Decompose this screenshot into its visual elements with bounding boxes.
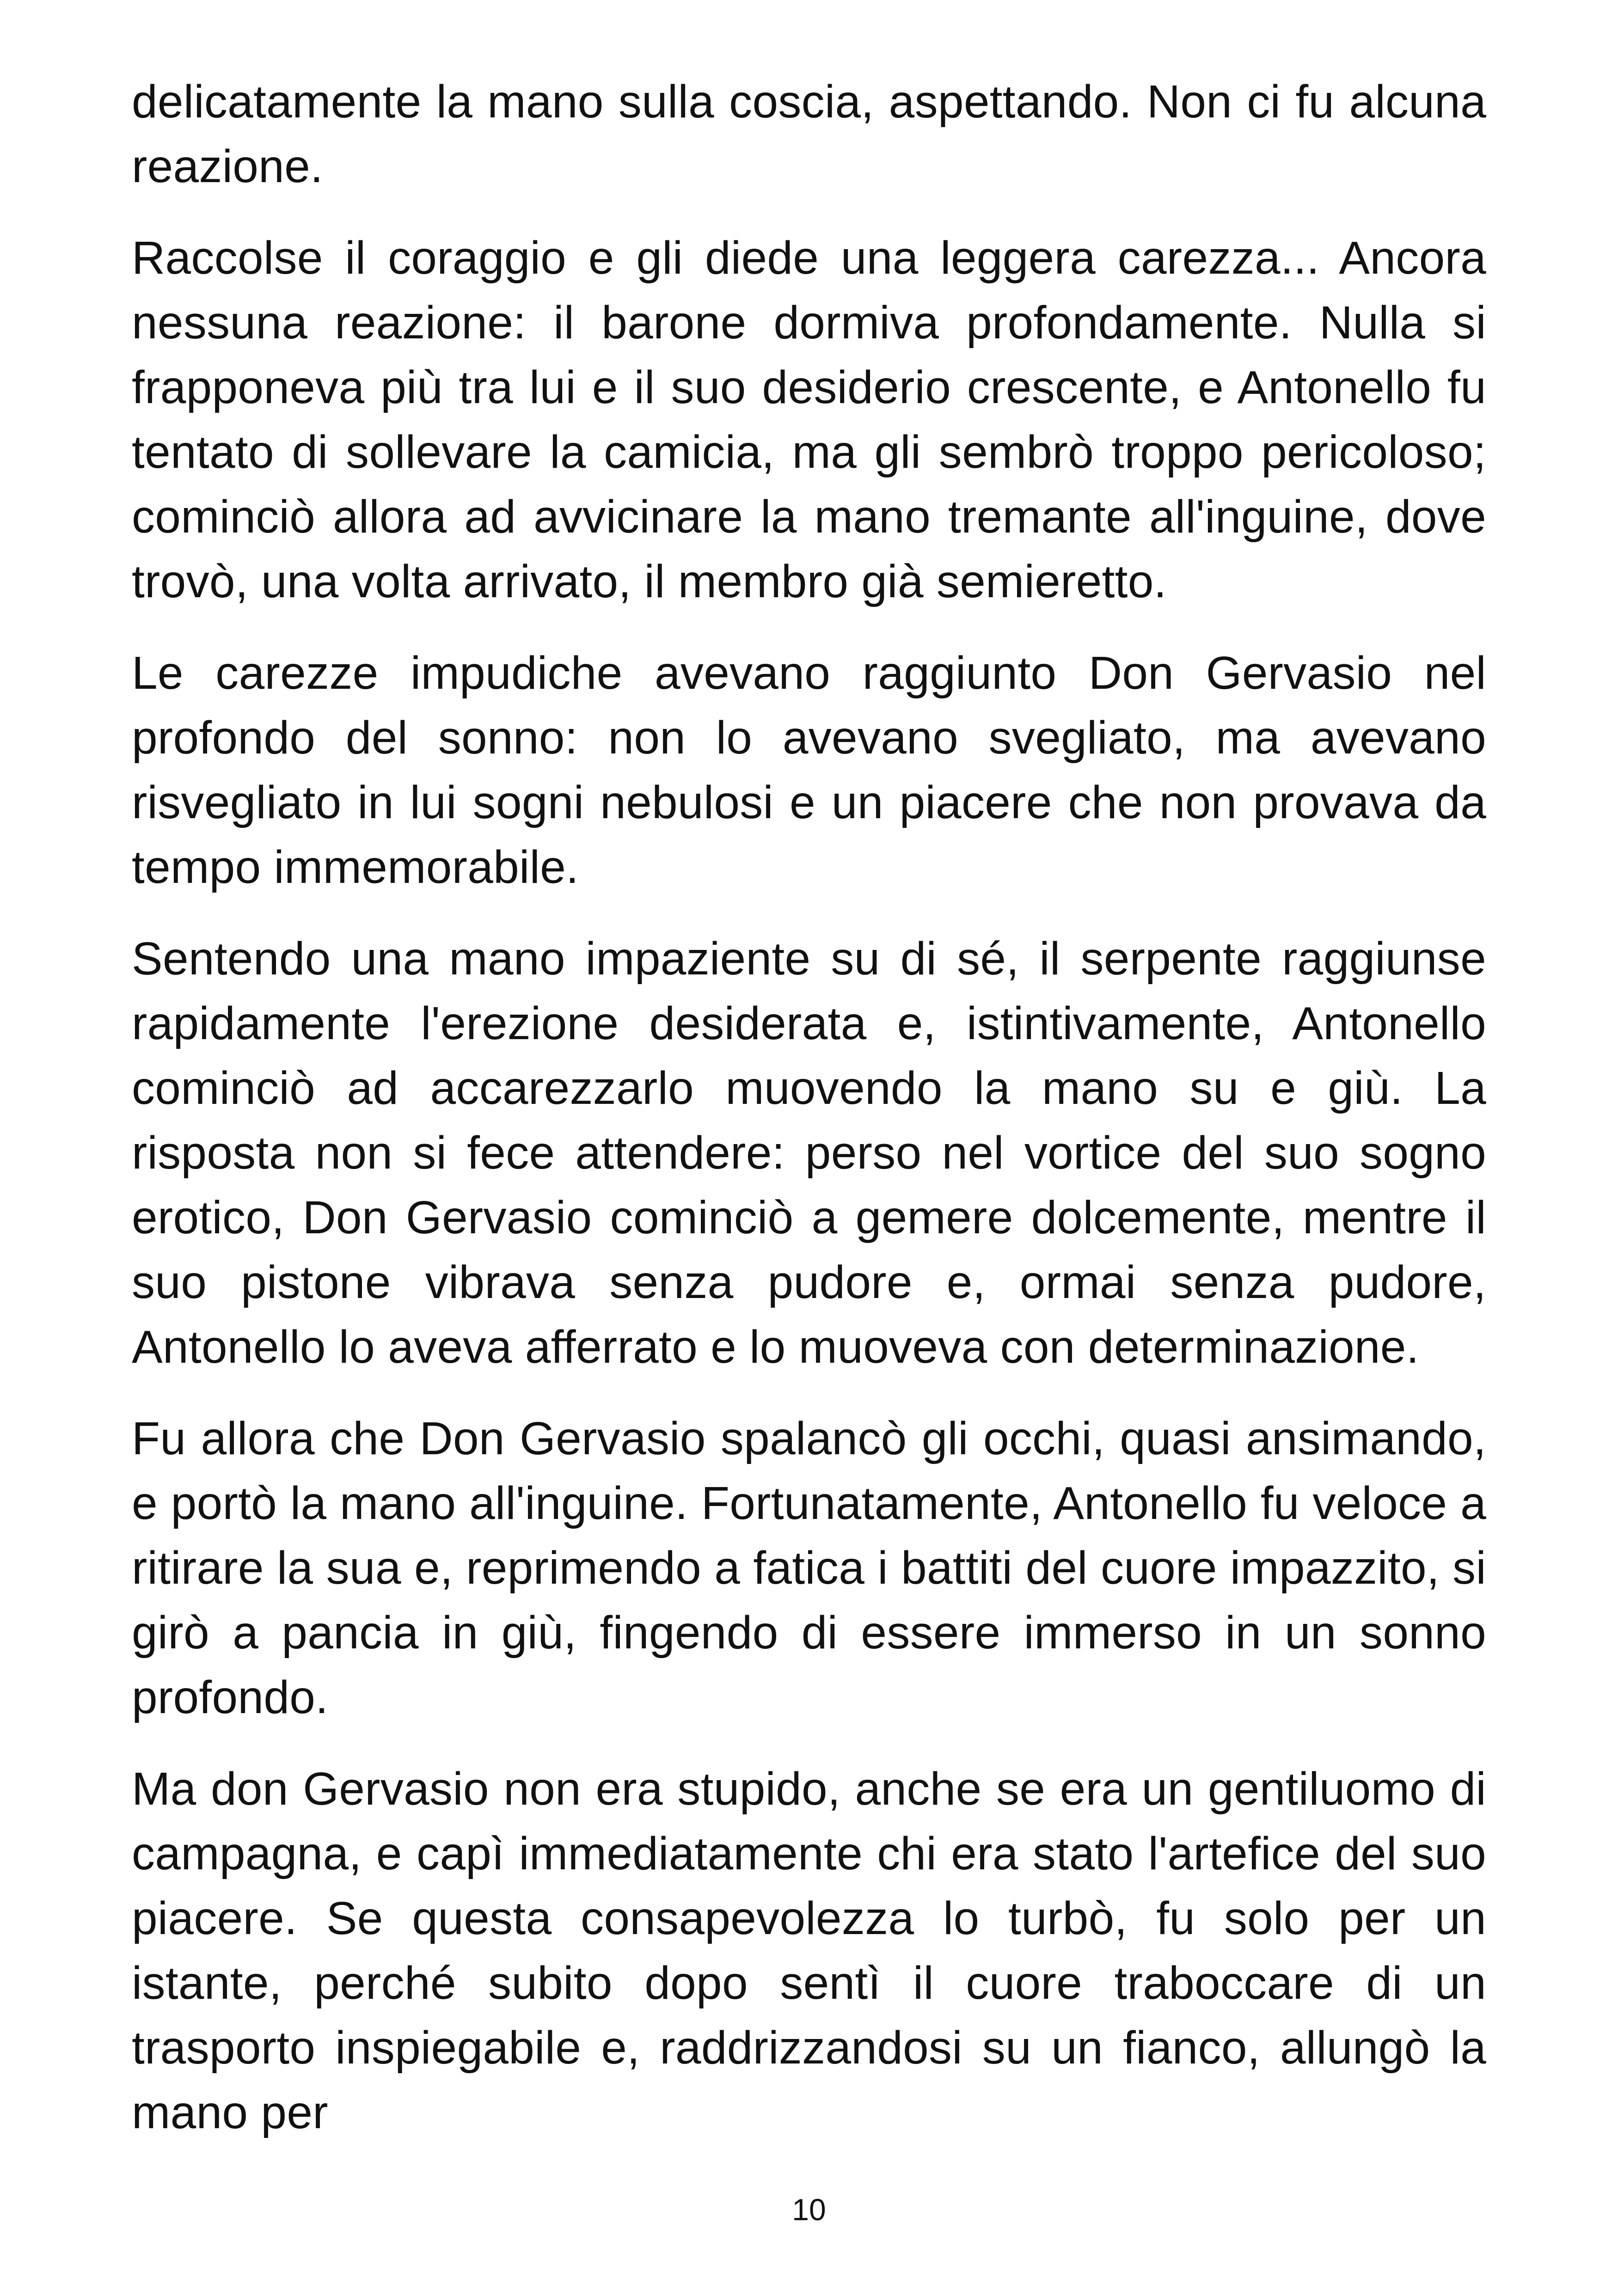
paragraph: Le carezze impudiche avevano raggiunto Don Gervasio nel profondo del sonno: non lo avevano svegliato, ma avevano risvegliato in lui sogni nebulosi e un piacere che non provava da tempo immemorabile. [132, 647, 1486, 893]
paragraph: Sentendo una mano impaziente su di sé, il serpente raggiunse rapidamente l'erezione desiderata e, istintivamente, Antonello cominciò ad accarezzarlo muovendo la mano su e giù. La risposta non si fece attendere: perso nel vortice del suo sogno erotico, Don Gervasio cominciò a gemere dolcemente, mentre il suo pistone vibrava senza pudore e, ormai senza pudore, Antonello lo aveva afferrato e lo muoveva con determinazione. [132, 933, 1486, 1373]
body-text [132, 69, 1486, 2145]
paragraph: Raccolse il coraggio e gli diede una leggera carezza... Ancora nessuna reazione: il barone dormiva profondamente. Nulla si frapponeva più tra lui e il suo desiderio crescente, e Antonello fu tentato di sollevare la camicia, ma gli sembrò troppo pericoloso; cominciò allora ad avvicinare la mano tremante all'inguine, dove trovò, una volta arrivato, il membro già semieretto. [132, 232, 1486, 607]
paragraph: delicatamente la mano sulla coscia, aspettando. Non ci fu alcuna reazione. [132, 76, 1486, 192]
page-number: 10 [792, 2192, 826, 2227]
paragraph: Ma don Gervasio non era stupido, anche se era un gentiluomo di campagna, e capì immediatamente chi era stato l'artefice del suo piacere. Se questa consapevolezza lo turbò, fu solo per un istante, perché subito dopo sentì il cuore traboccare di un trasporto inspiegabile e, raddrizzandosi su un fianco, allungò la mano per [132, 1763, 1486, 2138]
paragraph: Fu allora che Don Gervasio spalancò gli occhi, quasi ansimando, e portò la mano all'inguine. Fortunatamente, Antonello fu veloce a ritirare la sua e, reprimendo a fatica i battiti del cuore impazzito, si girò a pancia in giù, fingendo di essere immerso in un sonno profondo. [132, 1413, 1486, 1723]
